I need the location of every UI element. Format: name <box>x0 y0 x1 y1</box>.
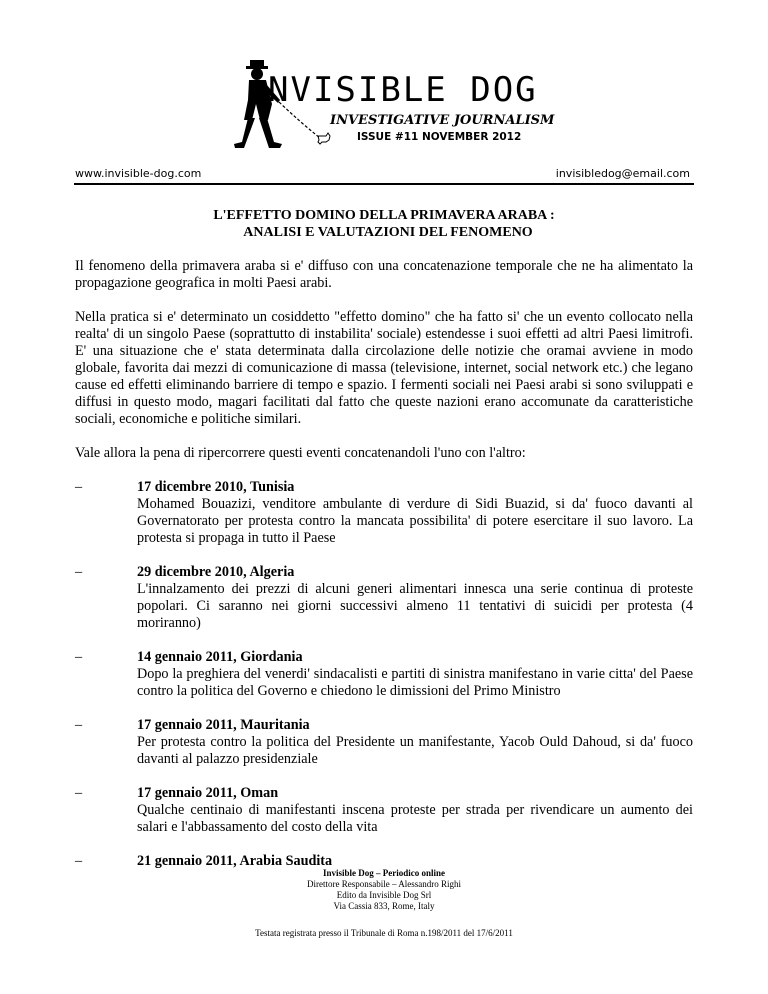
email-link[interactable]: invisibledog@email.com <box>555 167 690 180</box>
paragraph: Vale allora la pena di ripercorrere questi eventi concatenandoli l'uno con l'altro: <box>75 445 526 461</box>
event-list <box>75 479 693 870</box>
paragraph: Nella pratica si e' determinato un cosiddetto "effetto domino" che ha fatto si' che un evento collocato nella realta' di un singolo Paese (soprattutto di instabilita' sociale) estendesse i suoi effetti ad altri Paesi limitrofi. E' una situazione che e' stata determinata dalla circolazione delle notizie che oramai avviene in modo globale, favorita dai mezzi di comunicazione di massa (televisione, internet, social network etc.) che legano cause ed effetti eliminando barriere di tempo e spazio. I fermenti sociali nei Paesi arabi si sono sviluppati e diffusi in questo modo, magari facilitati dal fatto che queste nazioni erano accomunate da caratteristiche sociali, economiche e politiche similari. <box>75 309 693 427</box>
footer-publisher: Edito da Invisible Dog Srl <box>336 890 432 900</box>
event-text: L'innalzamento dei prezzi di alcuni generi alimentari innesca una serie continua di proteste popolari. Ci saranno nei giorni successivi almeno 11 tentativi di suicidi per protesta (4 moriranno) <box>137 581 693 631</box>
event-item <box>75 479 693 547</box>
footer-address: Via Cassia 833, Rome, Italy <box>333 901 435 911</box>
issue-label: ISSUE #11 NOVEMBER 2012 <box>357 131 522 143</box>
header-divider <box>74 183 694 185</box>
event-title: 21 gennaio 2011, Arabia Saudita <box>137 853 333 869</box>
event-item <box>75 649 693 700</box>
footer-publication: Invisible Dog – Periodico online <box>322 868 445 878</box>
event-title: 29 dicembre 2010, Algeria <box>137 564 295 580</box>
masthead-title: NVISIBLE DOG <box>268 70 538 110</box>
list-dash: – <box>75 785 83 801</box>
article-title <box>75 207 693 241</box>
event-text: Qualche centinaio di manifestanti inscena proteste per strada per rivendicare un aumento dei salari e l'abbassamento del costo della vita <box>137 802 693 835</box>
footer-registration: Testata registrata presso il Tribunale di Roma n.198/2011 del 17/6/2011 <box>255 928 513 938</box>
event-item <box>75 564 693 632</box>
event-item <box>75 785 693 836</box>
event-title: 17 gennaio 2011, Mauritania <box>137 717 310 733</box>
list-dash: – <box>75 717 83 733</box>
list-dash: – <box>75 649 83 665</box>
article-title-line1: L'EFFETTO DOMINO DELLA PRIMAVERA ARABA : <box>213 208 555 223</box>
list-dash: – <box>75 853 83 869</box>
masthead <box>0 0 768 180</box>
page-footer <box>0 868 768 939</box>
event-text: Mohamed Bouazizi, venditore ambulante di verdure di Sidi Buazid, si da' fuoco davanti al Governatorato per protesta contro la mancata possibilita' di potere esercitare il suo lavoro. La protesta si propaga in tutto il Paese <box>137 496 693 546</box>
paragraph: Il fenomeno della primavera araba si e' diffuso con una concatenazione temporale che ne ha alimentato la propagazione geografica in molti Paesi arabi. <box>75 258 693 291</box>
list-dash: – <box>75 564 83 580</box>
event-text: Dopo la preghiera del venerdi' sindacalisti e partiti di sinistra manifestano in varie citta' del Paese contro la politica del Governo e chiedono le dimissioni del Primo Ministro <box>137 666 693 699</box>
event-title: 14 gennaio 2011, Giordania <box>137 649 303 665</box>
website-link[interactable]: www.invisible-dog.com <box>75 167 202 180</box>
article-body <box>75 258 693 887</box>
footer-director: Direttore Responsabile – Alessandro Righi <box>307 879 461 889</box>
masthead-subtitle: INVESTIGATIVE JOURNALISM <box>330 113 555 128</box>
article-title-line2: ANALISI E VALUTAZIONI DEL FENOMENO <box>243 225 533 240</box>
event-title: 17 dicembre 2010, Tunisia <box>137 479 295 495</box>
event-item <box>75 717 693 768</box>
list-dash: – <box>75 479 83 495</box>
event-title: 17 gennaio 2011, Oman <box>137 785 279 801</box>
event-text: Per protesta contro la politica del Presidente un manifestante, Yacob Ould Dahoud, si da' fuoco davanti al palazzo presidenziale <box>137 734 693 767</box>
